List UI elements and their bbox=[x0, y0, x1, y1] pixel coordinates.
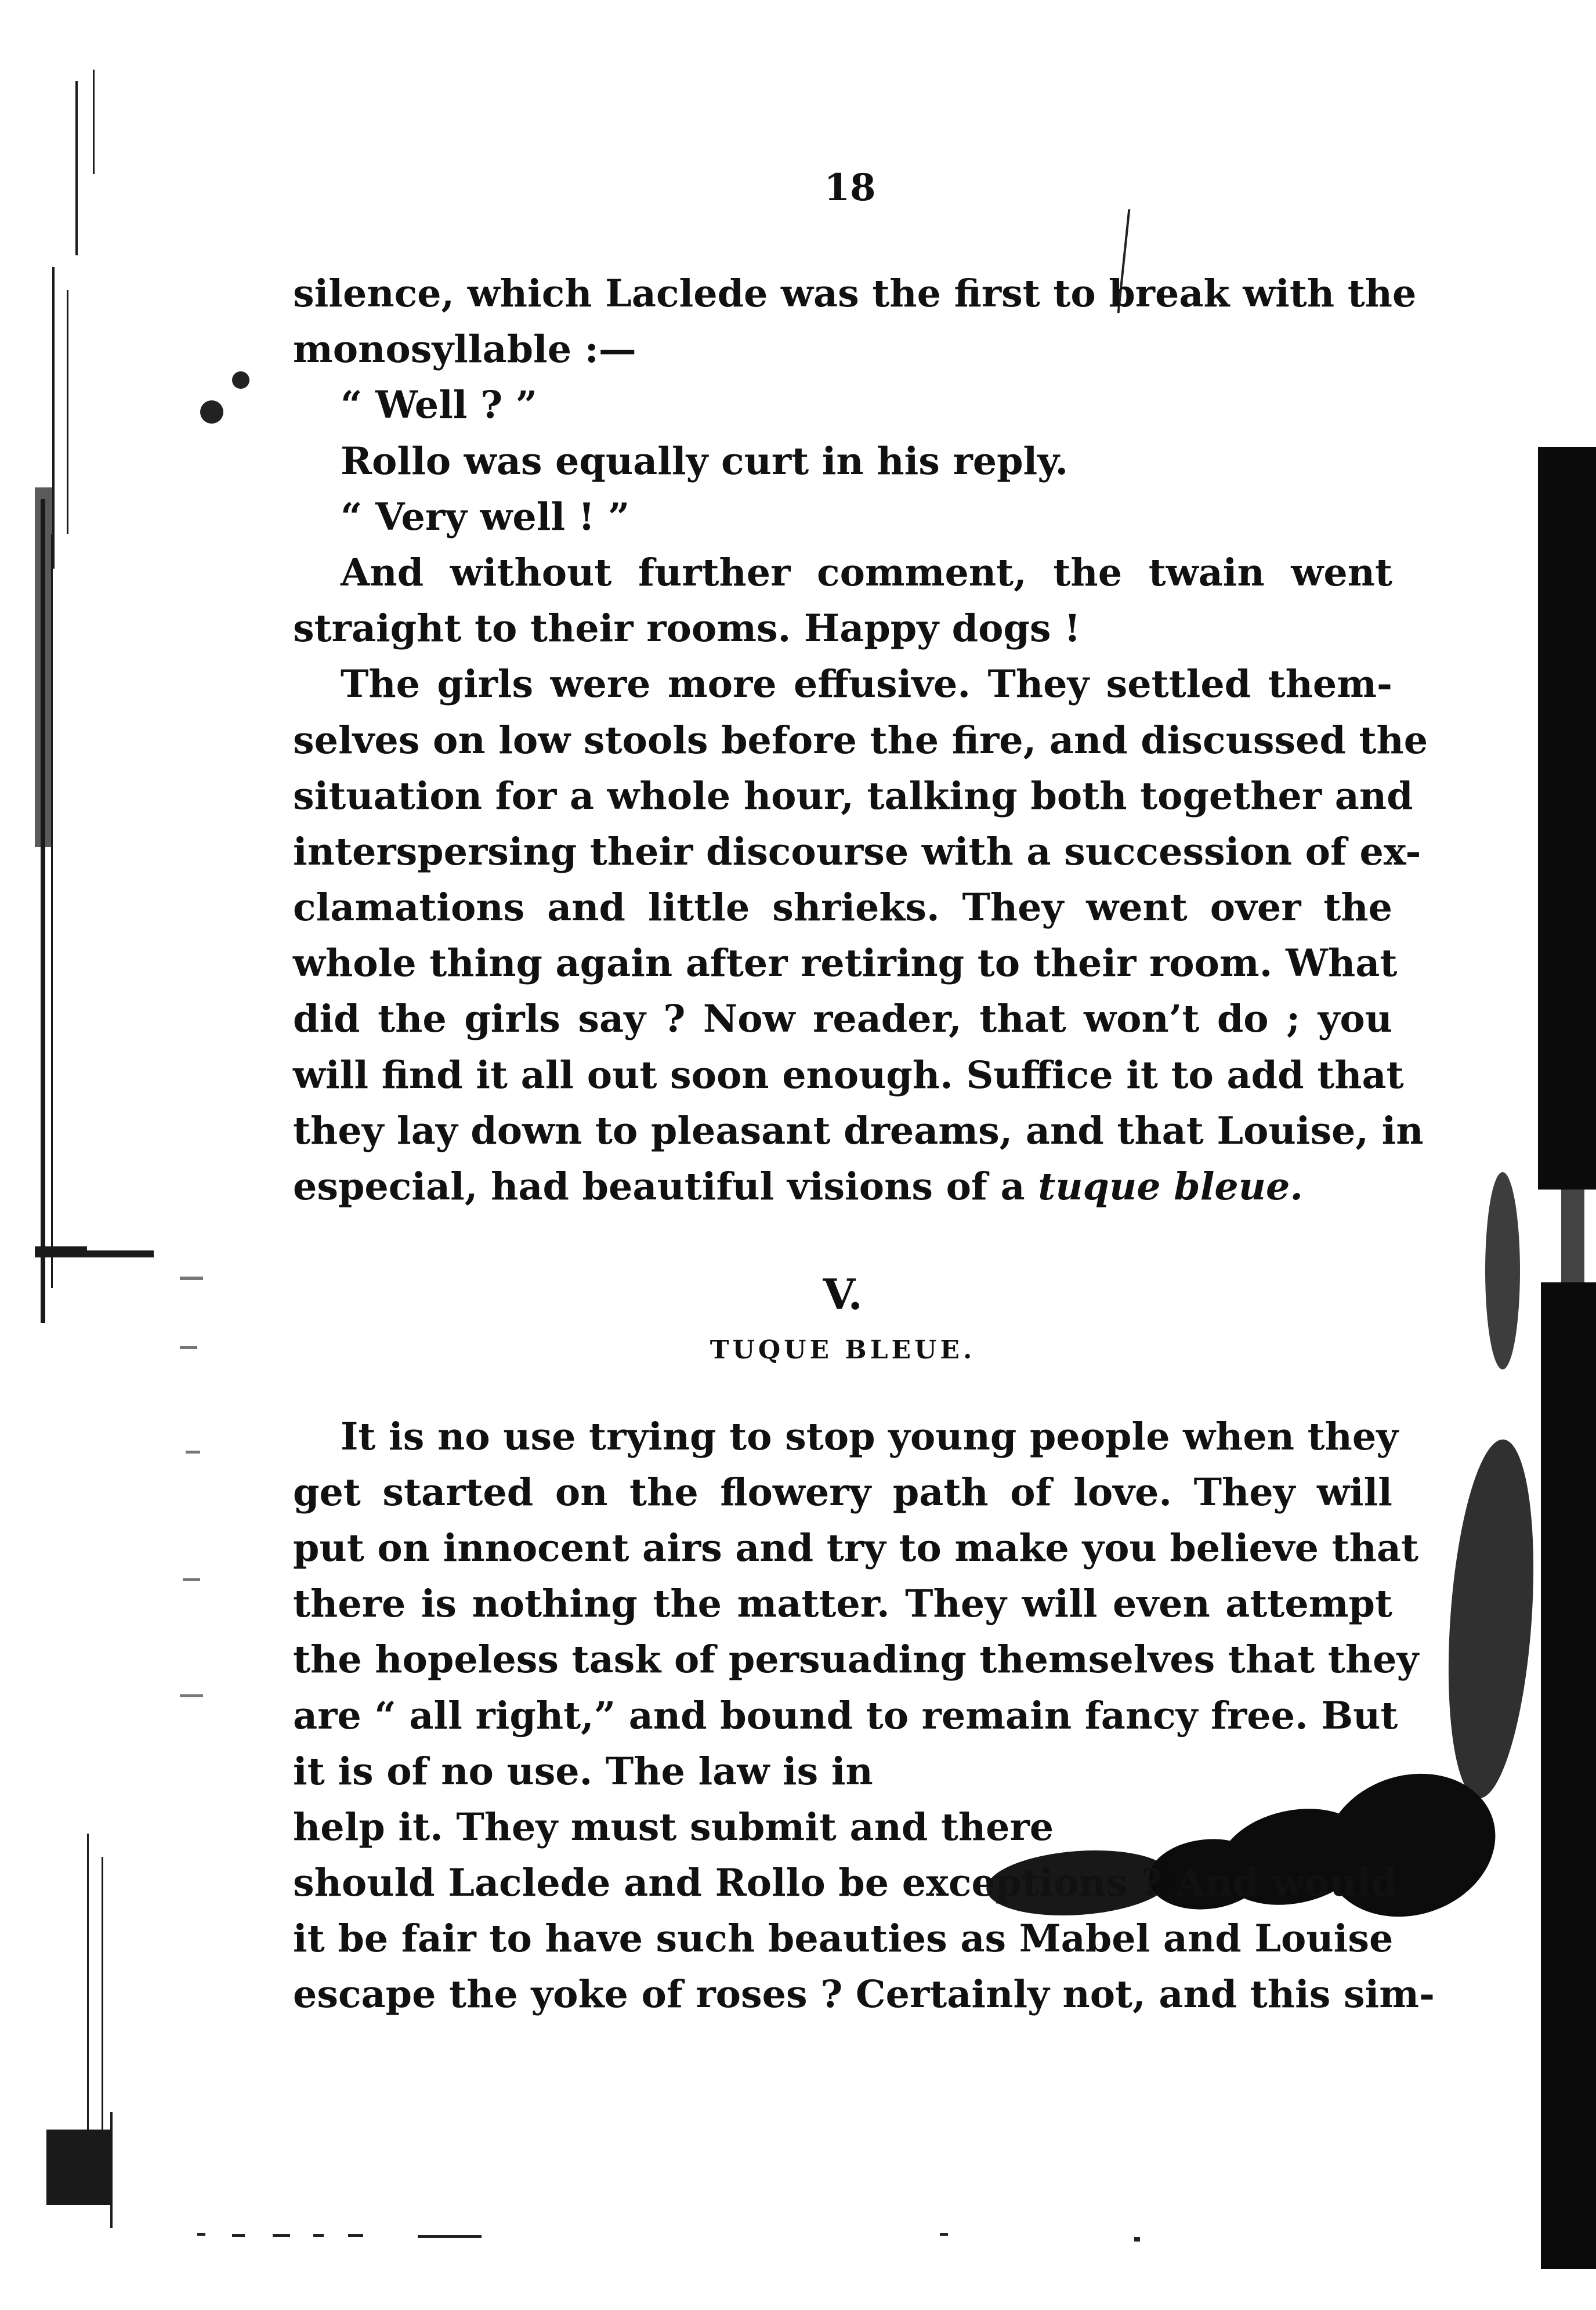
stray-mark bbox=[348, 2234, 363, 2237]
page-number: 18 bbox=[824, 166, 876, 209]
text-line: the hopeless task of persuading themselves that they bbox=[293, 1637, 1419, 1682]
text-line-last bbox=[293, 1159, 1392, 1214]
text-line: And without further comment, the twain went bbox=[341, 550, 1392, 595]
stray-mark bbox=[197, 2233, 205, 2236]
text-line: should Laclede and Rollo be exceptions ? And would bbox=[293, 1861, 1398, 1906]
stray-mark bbox=[1134, 2237, 1140, 2242]
stray-mark bbox=[232, 2234, 245, 2237]
chapter-numeral: V. bbox=[823, 1270, 863, 1320]
text-line: clamations and little shrieks. They went over the bbox=[293, 885, 1392, 930]
chapter-title: TUQUE BLEUE. bbox=[710, 1335, 976, 1365]
text-line: silence, which Laclede was the first to break with the bbox=[293, 272, 1417, 316]
text-line: escape the yoke of roses ? Certainly not, and this sim- bbox=[293, 1972, 1435, 2017]
text-line: straight to their rooms. Happy dogs ! bbox=[293, 606, 1081, 651]
page-body-text bbox=[293, 266, 1435, 2023]
left-edge-scan-marks bbox=[35, 70, 122, 2286]
text-line: situation for a whole hour, talking both together and bbox=[293, 773, 1413, 818]
text-line: there is nothing the matter. They will even attempt bbox=[293, 1582, 1392, 1626]
stray-mark bbox=[313, 2234, 324, 2237]
text-line: put on innocent airs and try to make you believe that bbox=[293, 1525, 1419, 1570]
text-fragment: especial, had beautiful visions of a bbox=[293, 1165, 1038, 1209]
text-line: whole thing again after retiring to their room. What bbox=[293, 941, 1398, 986]
text-line: get started on the flowery path of love. They will bbox=[293, 1470, 1392, 1514]
text-line: “ Well ? ” bbox=[341, 383, 538, 428]
text-line: Rollo was equally curt in his reply. bbox=[341, 439, 1069, 483]
text-line: “ Very well ! ” bbox=[341, 494, 630, 539]
right-edge-scan-marks bbox=[1515, 447, 1596, 2280]
text-line: it be fair to have such beauties as Mabel and Louise bbox=[293, 1917, 1394, 1961]
stray-mark bbox=[418, 2235, 482, 2238]
italic-phrase: tuque bleue. bbox=[1038, 1165, 1303, 1209]
text-line: it is of no use. The law is in bbox=[293, 1749, 873, 1794]
text-line: are “ all right,” and bound to remain fancy free. But bbox=[293, 1693, 1398, 1738]
ink-smudge bbox=[1485, 1172, 1520, 1369]
text-line: interspersing their discourse with a succession of ex- bbox=[293, 829, 1421, 874]
stray-mark bbox=[273, 2234, 290, 2237]
ink-blot bbox=[200, 400, 223, 424]
text-line: selves on low stools before the fire, and discussed the bbox=[293, 718, 1428, 762]
text-line: help it. They must submit and there bbox=[293, 1805, 1054, 1849]
stray-mark bbox=[940, 2233, 948, 2236]
text-line: monosyllable :— bbox=[293, 327, 636, 372]
text-line: The girls were more effusive. They settled them- bbox=[341, 662, 1392, 707]
text-line: they lay down to pleasant dreams, and that Louise, in bbox=[293, 1108, 1424, 1153]
text-line: did the girls say ? Now reader, that won’t do ; you bbox=[293, 997, 1392, 1042]
text-line: will find it all out soon enough. Suffice it to add that bbox=[293, 1053, 1404, 1097]
text-line: It is no use trying to stop young people when they bbox=[341, 1414, 1399, 1459]
ink-blot bbox=[232, 371, 249, 389]
